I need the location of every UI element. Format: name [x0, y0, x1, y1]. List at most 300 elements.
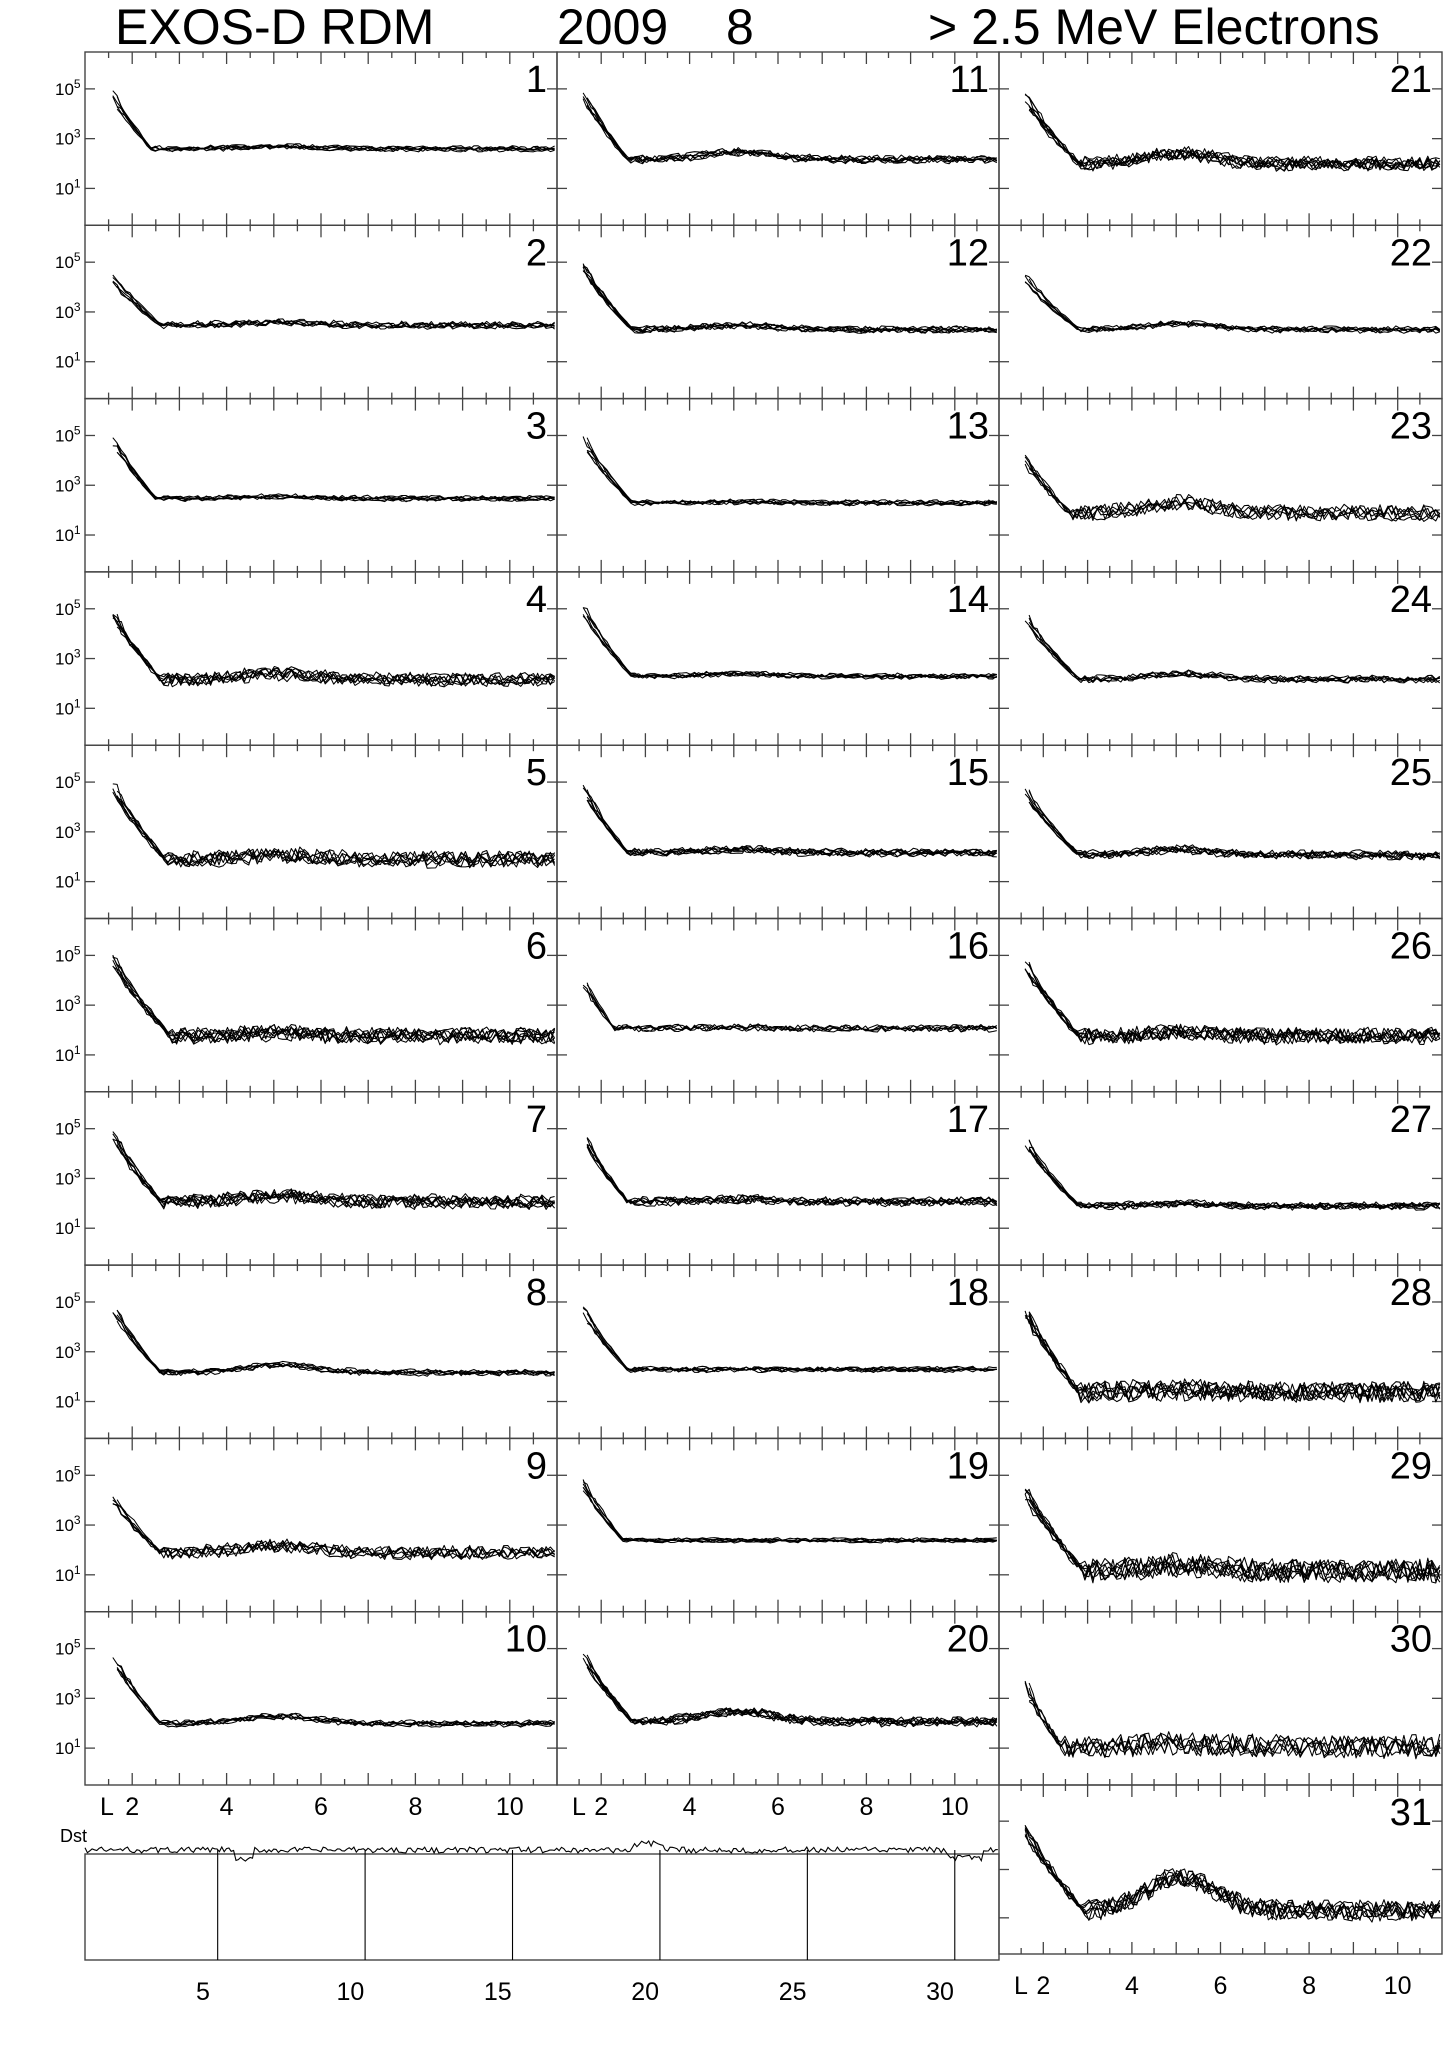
- y-tick-exponent: 3: [73, 1513, 81, 1528]
- y-tick-exponent: 5: [73, 770, 81, 785]
- flux-curve: [583, 788, 997, 855]
- flux-curve: [587, 450, 997, 504]
- flux-curve: [1025, 794, 1440, 858]
- flux-curve: [1029, 1149, 1440, 1209]
- panel-day-28: [999, 1265, 1442, 1438]
- day-number: 14: [946, 578, 989, 621]
- flux-curve: [587, 1323, 997, 1372]
- flux-curve: [587, 1145, 997, 1207]
- panel-frame: [85, 1092, 557, 1265]
- y-tick-label: $10^1$: [55, 696, 81, 719]
- flux-curve: [1029, 1150, 1440, 1210]
- panel-day-3: [55, 399, 557, 572]
- panel-frame: [557, 1092, 999, 1265]
- panel-day-26: [999, 919, 1442, 1092]
- flux-curve: [583, 93, 997, 162]
- flux-curve: [583, 267, 997, 332]
- flux-curve: [117, 1665, 554, 1725]
- panel-frame: [85, 1612, 557, 1785]
- day-number: 9: [525, 1445, 547, 1488]
- flux-curve: [583, 1308, 997, 1370]
- flux-curve: [587, 1147, 997, 1207]
- dst-trace: [85, 1841, 998, 1861]
- flux-curve: [583, 608, 997, 677]
- y-tick-label: $10^5$: [55, 943, 81, 966]
- panel-day-4: [55, 572, 557, 745]
- flux-curve: [117, 1315, 554, 1375]
- panel-frame: [85, 1438, 557, 1611]
- panel-frame: [999, 1092, 1442, 1265]
- panel-day-25: [999, 745, 1442, 918]
- panel-frame: [999, 1265, 1442, 1438]
- flux-curve: [583, 1482, 997, 1543]
- panel-frame: [557, 1612, 999, 1785]
- y-tick-label: $10^1$: [55, 523, 81, 546]
- flux-curve: [117, 107, 554, 151]
- panel-day-27: [999, 1092, 1442, 1265]
- day-number: 22: [1389, 232, 1432, 275]
- panel-frame: [557, 745, 999, 918]
- flux-curve: [1025, 276, 1440, 333]
- flux-curve: [117, 1310, 554, 1373]
- panel-frame: [85, 1265, 557, 1438]
- y-tick-label: $10^1$: [55, 1216, 81, 1239]
- x-axis-labels: [1014, 1972, 1412, 2000]
- flux-curve: [587, 450, 997, 505]
- flux-curve: [587, 616, 997, 678]
- flux-curve: [583, 785, 997, 855]
- flux-curve: [117, 1665, 554, 1726]
- x-tick-label: 4: [1124, 1972, 1139, 2000]
- flux-curve: [117, 443, 554, 499]
- panel-frame: [999, 225, 1442, 398]
- y-tick-exponent: 1: [73, 349, 81, 364]
- panel-frame: [999, 745, 1442, 918]
- flux-curve: [587, 790, 997, 857]
- dst-tick-label: 30: [926, 1978, 954, 2006]
- day-number: 1: [525, 59, 547, 101]
- flux-curve: [583, 1658, 997, 1724]
- species-label: > 2.5 MeV Electrons: [928, 0, 1380, 55]
- flux-curve: [583, 987, 997, 1031]
- panel-frame: [85, 919, 557, 1092]
- day-number: 17: [946, 1098, 989, 1141]
- flux-curve: [583, 271, 997, 331]
- panel-day-8: [55, 1265, 557, 1438]
- panel-frame: [999, 919, 1442, 1092]
- day-number: 20: [946, 1618, 989, 1661]
- day-number: 16: [946, 925, 989, 968]
- flux-curve: [1029, 626, 1440, 683]
- flux-curve: [1025, 282, 1440, 332]
- x-tick-label: 10: [1383, 1972, 1412, 2000]
- y-tick-label: $10^1$: [55, 1736, 81, 1759]
- flux-curve: [587, 1145, 997, 1204]
- x-tick-label: 4: [219, 1793, 234, 1821]
- panel-day-10: [55, 1612, 557, 1785]
- dst-tick-label: 25: [778, 1978, 807, 2006]
- panel-frame: [999, 1785, 1442, 1954]
- y-tick-exponent: 1: [73, 696, 81, 711]
- y-tick-exponent: 5: [73, 596, 81, 611]
- x-tick-label: 2: [125, 1793, 140, 1821]
- day-number: 12: [946, 232, 989, 275]
- x-axis-labels: [100, 1793, 524, 1821]
- flux-curve: [587, 1658, 997, 1724]
- day-number: 26: [1389, 925, 1432, 968]
- y-tick-label: $10^5$: [55, 250, 81, 273]
- flux-curve: [587, 1314, 997, 1373]
- day-number: 31: [1389, 1792, 1432, 1834]
- flux-curve: [1025, 282, 1440, 332]
- flux-curve: [583, 99, 997, 164]
- panel-frame: [999, 572, 1442, 745]
- day-number: 11: [949, 59, 989, 101]
- y-tick-exponent: 5: [73, 1116, 81, 1131]
- flux-curve: [587, 985, 997, 1031]
- dst-tick-label: 15: [483, 1978, 512, 2006]
- flux-curve: [113, 438, 555, 502]
- flux-curve: [113, 446, 555, 501]
- flux-curve: [117, 1310, 554, 1376]
- figure-title: EXOS-D RDM: [115, 0, 435, 55]
- flux-curve: [117, 97, 554, 151]
- flux-curve: [1029, 791, 1440, 860]
- panel-day-13: [557, 399, 999, 572]
- flux-curve: [587, 797, 997, 855]
- panel-frame: [85, 225, 557, 398]
- flux-curve: [587, 105, 997, 162]
- flux-curve: [1029, 1148, 1440, 1208]
- panel-frame: [85, 572, 557, 745]
- dst-label: Dst: [60, 1826, 87, 1846]
- flux-curve: [583, 1480, 997, 1541]
- y-tick-label: $10^5$: [55, 423, 81, 446]
- y-tick-exponent: 1: [73, 523, 81, 538]
- flux-curve: [1029, 1147, 1440, 1209]
- y-tick-exponent: 3: [73, 646, 81, 661]
- y-tick-exponent: 5: [73, 943, 81, 958]
- y-tick-exponent: 1: [73, 176, 81, 191]
- flux-curve: [117, 281, 554, 327]
- flux-curve: [583, 608, 997, 679]
- panel-day-11: [557, 52, 999, 225]
- day-number: 13: [946, 405, 989, 448]
- panel-day-7: [55, 1092, 557, 1265]
- flux-curve: [587, 617, 997, 678]
- flux-curve: [587, 1146, 997, 1205]
- day-number: 30: [1389, 1618, 1432, 1661]
- flux-curve: [583, 266, 997, 334]
- flux-curve: [583, 985, 997, 1032]
- y-tick-exponent: 5: [73, 1463, 81, 1478]
- flux-curve: [583, 1484, 997, 1542]
- flux-curve: [587, 277, 997, 334]
- y-tick-label: $10^3$: [55, 1513, 81, 1536]
- flux-curve: [583, 1487, 997, 1541]
- y-tick-exponent: 3: [73, 299, 81, 314]
- panel-day-30: [999, 1612, 1442, 1785]
- x-tick-label: 8: [408, 1793, 423, 1821]
- x-tick-label: 6: [771, 1793, 785, 1821]
- flux-curve: [1029, 618, 1440, 682]
- panel-day-24: [999, 572, 1442, 745]
- dst-tick-label: 10: [336, 1978, 365, 2006]
- flux-curve: [583, 616, 997, 679]
- day-number: 4: [525, 578, 547, 621]
- flux-curve: [113, 615, 555, 684]
- dst-tick-label: 5: [195, 1978, 210, 2006]
- x-tick-label: 6: [314, 1793, 328, 1821]
- panel-frame: [557, 225, 999, 398]
- panel-day-18: [557, 1265, 999, 1438]
- panel-frame: [999, 1612, 1442, 1785]
- y-tick-label: $10^3$: [55, 993, 81, 1016]
- y-tick-label: $10^3$: [55, 646, 81, 669]
- flux-curve: [113, 1312, 555, 1375]
- panel-frame: [85, 52, 557, 225]
- day-number: 6: [525, 925, 547, 968]
- x-tick-label: 2: [1036, 1972, 1051, 2000]
- flux-curve: [583, 97, 997, 161]
- flux-curve: [117, 1667, 554, 1725]
- x-tick-label: 10: [940, 1793, 969, 1821]
- panel-day-5: [55, 745, 557, 918]
- panel-day-21: [999, 52, 1442, 225]
- y-tick-label: $10^3$: [55, 126, 81, 149]
- panel-day-6: [55, 919, 557, 1092]
- flux-curve: [583, 267, 997, 331]
- y-tick-label: $10^1$: [55, 1389, 81, 1412]
- flux-curve: [113, 1658, 555, 1727]
- panel-day-23: [999, 399, 1442, 572]
- day-number: 27: [1389, 1098, 1432, 1141]
- y-tick-exponent: 3: [73, 1339, 81, 1354]
- flux-curve: [587, 438, 997, 504]
- y-tick-label: $10^3$: [55, 1166, 81, 1189]
- dst-tick-label: 20: [631, 1978, 660, 2006]
- day-number: 29: [1389, 1445, 1432, 1488]
- flux-curve: [1029, 626, 1440, 683]
- flux-curve: [1029, 790, 1440, 858]
- flux-curve: [1029, 1141, 1440, 1210]
- day-number: 7: [525, 1098, 547, 1141]
- flux-curve: [1029, 622, 1440, 683]
- panel-frame: [557, 919, 999, 1092]
- flux-curve: [1029, 962, 1440, 1041]
- flux-curve: [587, 800, 997, 856]
- panel-frame: [85, 745, 557, 918]
- y-tick-label: $10^5$: [55, 596, 81, 619]
- flux-curve: [1029, 964, 1440, 1042]
- flux-curve: [587, 1137, 997, 1204]
- x-axis-labels: [572, 1793, 969, 1821]
- x-tick-label: 10: [495, 1793, 524, 1821]
- y-tick-label: $10^1$: [55, 869, 81, 892]
- panel-frame: [557, 1265, 999, 1438]
- day-number: 25: [1389, 752, 1432, 795]
- panel-day-19: [557, 1438, 999, 1611]
- flux-curve: [1025, 789, 1440, 859]
- flux-curve: [587, 98, 997, 162]
- y-tick-label: $10^1$: [55, 176, 81, 199]
- day-number: 18: [946, 1272, 989, 1315]
- y-tick-exponent: 3: [73, 473, 81, 488]
- flux-curve: [583, 1307, 997, 1371]
- flux-curve: [113, 96, 555, 152]
- flux-curve: [117, 445, 554, 500]
- flux-curve: [117, 1141, 554, 1206]
- flux-curve: [583, 614, 997, 678]
- y-tick-exponent: 5: [73, 423, 81, 438]
- x-tick-label: 4: [682, 1793, 697, 1821]
- panel-frame: [999, 1438, 1442, 1611]
- flux-curve: [113, 97, 555, 150]
- y-tick-label: $10^3$: [55, 1339, 81, 1362]
- flux-curve: [583, 437, 997, 506]
- y-tick-exponent: 5: [73, 250, 81, 265]
- flux-curve: [117, 622, 554, 685]
- flux-curve: [583, 1313, 997, 1371]
- day-number: 15: [946, 752, 989, 795]
- flux-curve: [587, 800, 997, 854]
- day-number: 8: [525, 1272, 547, 1315]
- y-tick-exponent: 1: [73, 1042, 81, 1057]
- flux-curve: [583, 1487, 997, 1542]
- flux-curve: [1025, 1146, 1440, 1209]
- x-axis-title: L: [100, 1793, 114, 1821]
- flux-curve: [113, 1313, 555, 1375]
- y-tick-label: $10^5$: [55, 1289, 81, 1312]
- flux-curve: [587, 1655, 997, 1725]
- y-tick-exponent: 5: [73, 76, 81, 91]
- day-number: 5: [525, 752, 547, 795]
- flux-curve: [587, 983, 997, 1032]
- dst-frame: [85, 1854, 999, 1960]
- y-tick-exponent: 1: [73, 1216, 81, 1231]
- flux-curve: [583, 270, 997, 332]
- y-tick-label: $10^5$: [55, 770, 81, 793]
- panel-day-2: [55, 225, 557, 398]
- x-tick-label: 8: [859, 1793, 874, 1821]
- day-number: 10: [504, 1618, 547, 1661]
- y-tick-exponent: 3: [73, 1686, 81, 1701]
- flux-curve: [113, 792, 555, 867]
- y-tick-exponent: 1: [73, 869, 81, 884]
- y-tick-exponent: 1: [73, 1562, 81, 1577]
- panel-day-22: [999, 225, 1442, 398]
- flux-curve: [1025, 275, 1440, 331]
- month-label: 8: [726, 0, 754, 55]
- panel-day-31: [999, 1785, 1442, 1954]
- flux-curve: [113, 278, 555, 329]
- panel-frame: [85, 399, 557, 572]
- y-tick-exponent: 1: [73, 1389, 81, 1404]
- flux-curve: [587, 452, 997, 506]
- x-tick-label: 6: [1213, 1972, 1228, 2000]
- y-tick-label: $10^3$: [55, 1686, 81, 1709]
- flux-curve: [587, 98, 997, 163]
- y-tick-label: $10^3$: [55, 299, 81, 322]
- year-label: 2009: [557, 0, 669, 55]
- panel-frame: [557, 52, 999, 225]
- daily-panels: [55, 52, 1442, 2000]
- flux-curve: [587, 1144, 997, 1206]
- y-tick-exponent: 5: [73, 1636, 81, 1651]
- y-tick-exponent: 5: [73, 1289, 81, 1304]
- panel-frame: [557, 1438, 999, 1611]
- flux-curve: [1025, 94, 1440, 170]
- y-tick-label: $10^5$: [55, 76, 81, 99]
- panel-day-14: [557, 572, 999, 745]
- y-tick-label: $10^1$: [55, 1042, 81, 1065]
- panel-frame: [999, 52, 1442, 225]
- flux-curve: [583, 264, 997, 331]
- panel-day-12: [557, 225, 999, 398]
- day-number: 19: [946, 1445, 989, 1488]
- day-number: 23: [1389, 405, 1432, 448]
- x-tick-label: 8: [1302, 1972, 1317, 2000]
- flux-curve: [1025, 621, 1440, 682]
- flux-curve: [587, 1659, 997, 1723]
- day-number: 3: [525, 405, 547, 448]
- panel-day-16: [557, 919, 999, 1092]
- flux-curve: [1029, 279, 1440, 332]
- flux-curve: [587, 990, 997, 1030]
- flux-curve: [587, 1138, 997, 1205]
- panel-day-9: [55, 1438, 557, 1611]
- x-axis-title: L: [1014, 1972, 1028, 2000]
- y-tick-exponent: 1: [73, 1736, 81, 1751]
- day-number: 2: [525, 232, 547, 275]
- y-tick-exponent: 3: [73, 819, 81, 834]
- x-tick-label: 2: [594, 1793, 609, 1821]
- panel-frame: [557, 572, 999, 745]
- y-tick-label: $10^5$: [55, 1463, 81, 1486]
- panel-frame: [557, 399, 999, 572]
- y-tick-exponent: 3: [73, 1166, 81, 1181]
- y-tick-label: $10^3$: [55, 819, 81, 842]
- day-number: 21: [1389, 59, 1432, 101]
- flux-curve: [587, 442, 997, 504]
- flux-curve: [1029, 1140, 1440, 1208]
- panel-day-20: [557, 1612, 999, 1785]
- panel-day-17: [557, 1092, 999, 1265]
- flux-curve: [113, 91, 555, 150]
- flux-curve: [1029, 615, 1440, 681]
- flux-curve: [587, 800, 997, 857]
- panel-day-15: [557, 745, 999, 918]
- day-number: 28: [1389, 1272, 1432, 1315]
- y-tick-label: $10^1$: [55, 349, 81, 372]
- day-number: 24: [1389, 578, 1432, 621]
- flux-curve: [117, 452, 554, 499]
- flux-curve: [587, 106, 997, 163]
- panel-frame: [999, 399, 1442, 572]
- y-tick-label: $10^5$: [55, 1636, 81, 1659]
- y-tick-label: $10^1$: [55, 1562, 81, 1585]
- y-tick-label: $10^3$: [55, 473, 81, 496]
- flux-curve: [1029, 799, 1440, 857]
- flux-curve: [583, 1491, 997, 1543]
- flux-curve: [117, 452, 554, 502]
- y-tick-exponent: 3: [73, 126, 81, 141]
- y-tick-label: $10^5$: [55, 1116, 81, 1139]
- flux-curve: [113, 281, 555, 328]
- dst-panel: [60, 1826, 999, 2006]
- y-tick-exponent: 3: [73, 993, 81, 1008]
- flux-curve: [117, 1321, 554, 1376]
